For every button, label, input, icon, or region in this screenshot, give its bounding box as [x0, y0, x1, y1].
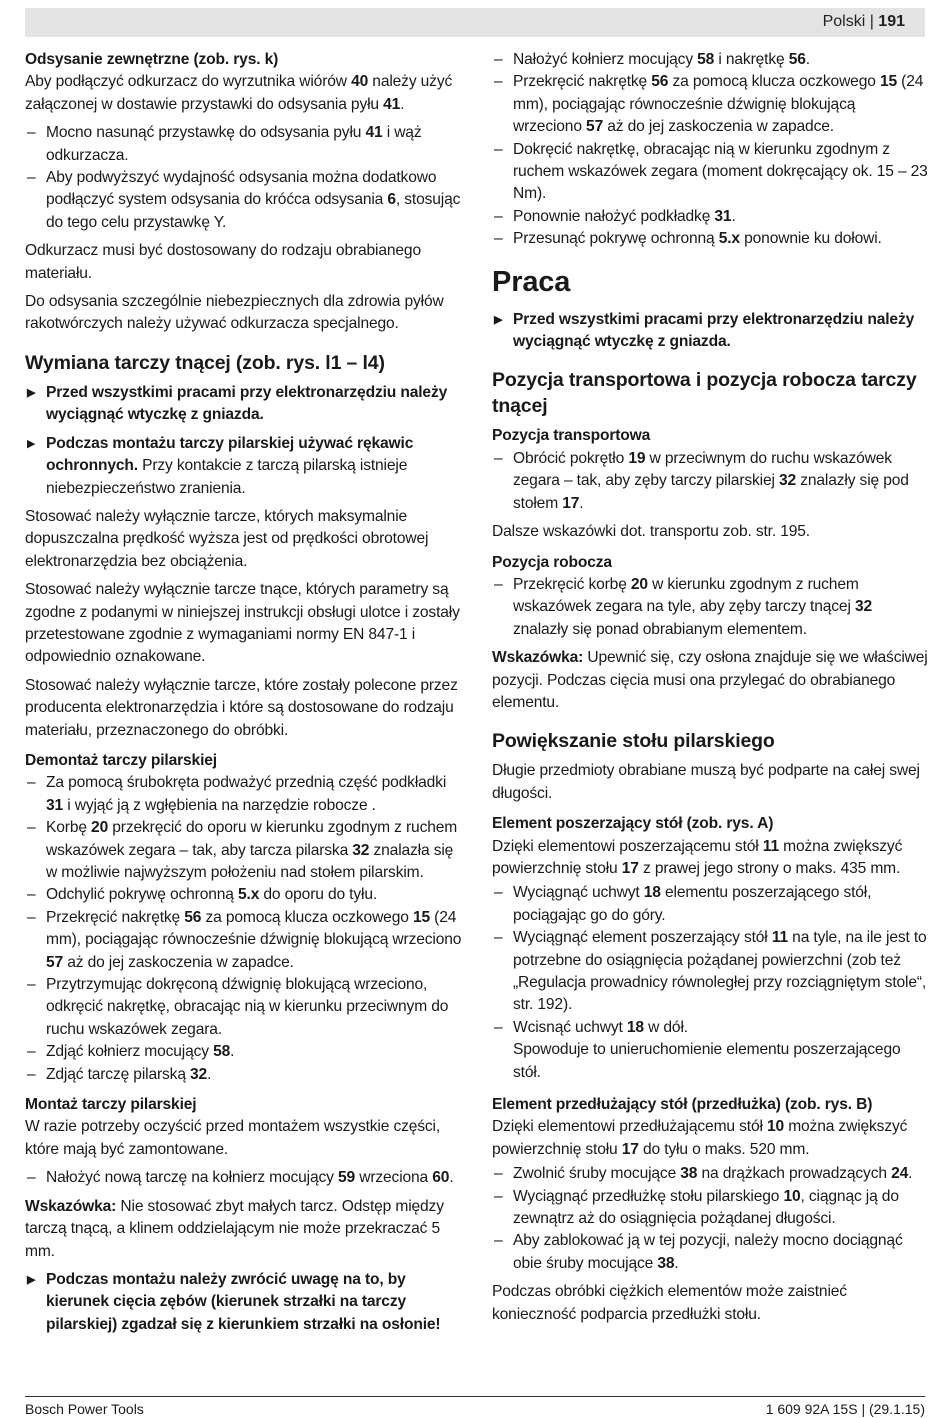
warning-item: ▶ Przed wszystkimi pracami przy elektronarzędziu należy wyciągnąć wtyczkę z gniazda. — [25, 382, 463, 427]
dash-item: – Przekręcić nakrętkę 56 za pomocą klucza oczkowego 15 (24 mm), pociągając równocześnie dźwignię blokującą wrzeciono 57 aż do jej zaskoczenia w zapadce. — [25, 907, 463, 974]
dash-item: – Za pomocą śrubokręta podważyć przednią część podkładki 31 i wyjąć ją z wgłębienia na narzędzie robocze . — [25, 772, 463, 817]
paragraph: Stosować należy wyłącznie tarcze, które zostały polecone przez producenta elektronarzędzia i które są dostosowane do rodzaju materiału, przeznaczonego do obróbki. — [25, 676, 458, 739]
dash-item: – Korbę 20 przekręcić do oporu w kierunku zgodnym z ruchem wskazówek zegara – tak, aby tarcza pilarska 32 znalazła się w możliwie najwyższym położeniu nad stołem pilarskim. — [25, 817, 463, 884]
page-header — [823, 12, 905, 32]
dash-item: – Przekręcić korbę 20 w kierunku zgodnym z ruchem wskazówek zegara na tyle, aby zęby tarczy tnącej 32 znalazły się ponad obrabianym elementem. — [492, 574, 928, 641]
chapter-title-praca: Praca — [492, 265, 571, 298]
footer-brand: Bosch Power Tools — [25, 1401, 144, 1417]
dash-item: – Odchylić pokrywę ochronną 5.x do oporu do tyłu. — [25, 884, 463, 906]
warning-item: ▶ Podczas montażu należy zwrócić uwagę na to, by kierunek cięcia zębów (kierunek strzałki na tarczy pilarskiej) zgadzał się z kierunkiem strzałki na osłonie! — [25, 1269, 463, 1336]
note-paragraph: Wskazówka: Nie stosować zbyt małych tarcz. Odstęp między tarczą tnącą, a klinem oddzielającym nie może przekraczać 5 mm. — [25, 1197, 444, 1260]
subsection-title-work: Pozycja robocza — [492, 553, 612, 571]
dash-item: – Przekręcić nakrętkę 56 za pomocą klucza oczkowego 15 (24 mm), pociągając równocześnie dźwignię blokującą wrzeciono 57 aż do jej zaskoczenia w zapadce. — [492, 71, 928, 138]
dash-item: – Aby podwyższyć wydajność odsysania można dodatkowo podłączyć system odsysania do króćca odsysania 6, stosując do tego celu przystawkę Y. — [25, 167, 463, 234]
dash-item: – Wyciągnąć element poszerzający stół 11 na tyle, na ile jest to potrzebne do osiągnięcia pożądanej powierzchni (zob też „Regulacja prowadnicy równoległej przy rozciągniętym stole“, str. 192). — [492, 927, 928, 1017]
dash-item: – Wyciągnąć przedłużkę stołu pilarskiego 10, ciągnąc ją do zewnątrz aż do osiągnięcia pożądanej długości. — [492, 1186, 928, 1231]
dash-item: – Zdjąć kołnierz mocujący 58. — [25, 1041, 463, 1063]
section-title-blade-change: Wymiana tarczy tnącej (zob. rys. l1 – l4) — [25, 351, 385, 374]
header-language: Polski — [822, 13, 866, 30]
footer-doc-id: 1 609 92A 15S | (29.1.15) — [765, 1401, 925, 1417]
header-bar — [25, 8, 925, 37]
dash-item: – Nałożyć nową tarczę na kołnierz mocujący 59 wrzeciona 60. — [25, 1167, 463, 1189]
subsection-title-element-b: Element przedłużający stół (przedłużka) (zob. rys. B) — [492, 1096, 873, 1114]
dash-item: – Wyciągnąć uchwyt 18 elementu poszerzającego stół, pociągając go do góry. — [492, 882, 928, 927]
paragraph: Długie przedmioty obrabiane muszą być podparte na całej swej długości. — [492, 762, 920, 802]
paragraph: Dzięki elementowi przedłużającemu stół 10 można zwiększyć powierzchnię stołu 17 do tyłu o maks. 520 mm. — [492, 1118, 908, 1158]
footer-rule — [25, 1396, 925, 1397]
subsection-title-transport: Pozycja transportowa — [492, 427, 651, 445]
dash-item: – Zwolnić śruby mocujące 38 na drążkach prowadzących 24. — [492, 1163, 928, 1185]
header-separator: | — [865, 13, 879, 30]
left-column — [25, 49, 463, 1342]
paragraph: Podczas obróbki ciężkich elementów może zaistnieć konieczność podparcia przedłużki stołu. — [492, 1283, 847, 1323]
dash-item: – Wcisnąć uchwyt 18 w dół. Spowoduje to unieruchomienie elementu poszerzającego stół. — [492, 1017, 928, 1084]
section-title-table-extension: Powiększanie stołu pilarskiego — [492, 730, 775, 753]
right-column — [492, 49, 928, 1332]
subsection-title-dismount: Demontaż tarczy pilarskiej — [25, 751, 217, 769]
warning-item: ▶ Podczas montażu tarczy pilarskiej używać rękawic ochronnych. Przy kontakcie z tarczą pilarską istnieje niebezpieczeństwo zranienia. — [25, 433, 463, 500]
dash-item: – Przytrzymując dokręconą dźwignię blokującą wrzeciono, odkręcić nakrętkę, obracając nią w kierunku przeciwnym do ruchu wskazówek zegara. — [25, 974, 463, 1041]
dash-item: – Ponownie nałożyć podkładkę 31. — [492, 206, 928, 228]
warning-item: ▶ Przed wszystkimi pracami przy elektronarzędziu należy wyciągnąć wtyczkę z gniazda. — [492, 309, 928, 354]
page-number: 191 — [878, 13, 905, 30]
section-title-external-dust: Odsysanie zewnętrzne (zob. rys. k) — [25, 51, 279, 68]
dash-item: – Przesunąć pokrywę ochronną 5.x ponownie ku dołowi. — [492, 228, 928, 250]
paragraph: Dalsze wskazówki dot. transportu zob. str. 195. — [492, 523, 810, 541]
dash-item: – Nałożyć kołnierz mocujący 58 i nakrętkę 56. — [492, 49, 928, 71]
subsection-title-element-a: Element poszerzający stół (zob. rys. A) — [492, 815, 774, 833]
paragraph: Stosować należy wyłącznie tarcze, których maksymalnie dopuszczalna prędkość wyższa jest od prędkości obrotowej elektronarzędzia bez obciążenia. — [25, 507, 429, 570]
note-paragraph: Wskazówka: Upewnić się, czy osłona znajduje się we właściwej pozycji. Podczas cięcia musi ona przylegać do obrabianego elementu. — [492, 649, 928, 711]
dash-item: – Aby zablokować ją w tej pozycji, należy mocno dociągnąć obie śruby mocujące 38. — [492, 1230, 928, 1275]
dash-item: – Mocno nasunąć przystawkę do odsysania pyłu 41 i wąż odkurzacza. — [25, 122, 463, 167]
paragraph: W razie potrzeby oczyścić przed montażem wszystkie części, które mają być zamontowane. — [25, 1118, 441, 1158]
paragraph: Aby podłączyć odkurzacz do wyrzutnika wiórów 40 należy użyć załączonej w dostawie przystawki do odsysania pyłu 41. — [25, 73, 453, 113]
dash-item: – Dokręcić nakrętkę, obracając nią w kierunku zgodnym z ruchem wskazówek zegara (moment dokręcający ok. 15 – 23 Nm). — [492, 139, 928, 206]
paragraph: Stosować należy wyłącznie tarcze tnące, których parametry są zgodne z podanymi w niniejszej instrukcji obsługi ulotce i zostały przetestowane zgodnie z wymaganiami normy EN 847-1 i odpowiednio oznakowane. — [25, 581, 460, 666]
section-title-positions: Pozycja transportowa i pozycja robocza tarczy tnącej — [492, 369, 917, 418]
subsection-title-mount: Montaż tarczy pilarskiej — [25, 1096, 197, 1114]
paragraph: Odkurzacz musi być dostosowany do rodzaju obrabianego materiału. — [25, 242, 421, 282]
paragraph: Do odsysania szczególnie niebezpiecznych dla zdrowia pyłów rakotwórczych należy używać odkurzacza specjalnego. — [25, 293, 444, 333]
dash-item: – Zdjąć tarczę pilarską 32. — [25, 1064, 463, 1086]
paragraph: Dzięki elementowi poszerzającemu stół 11 można zwiększyć powierzchnię stołu 17 z prawej jego strony o maks. 435 mm. — [492, 837, 903, 877]
dash-item: – Obrócić pokrętło 19 w przeciwnym do ruchu wskazówek zegara – tak, aby zęby tarczy pilarskiej 32 znalazły się pod stołem 17. — [492, 448, 928, 515]
